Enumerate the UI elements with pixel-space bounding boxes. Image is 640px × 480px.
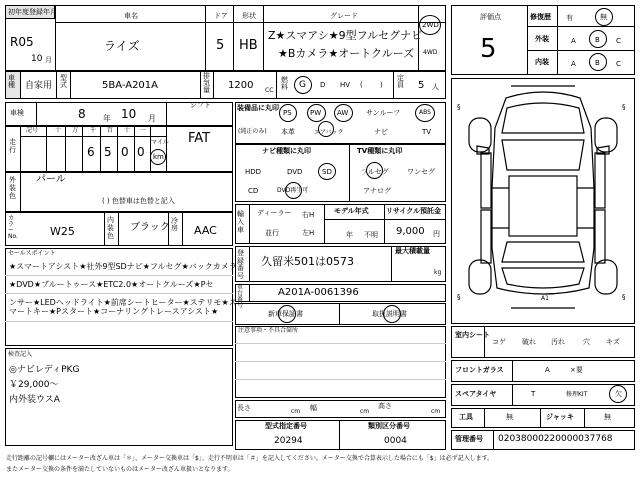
diagram-mark-tl: § xyxy=(457,103,461,111)
type-value: 20294 xyxy=(274,436,303,446)
fuel-paren-open: ( xyxy=(360,81,363,89)
height-unit: cm xyxy=(431,408,441,415)
height-label: 高さ xyxy=(378,402,392,410)
sales-points-label: セールスポイント xyxy=(8,250,56,257)
model-label: 型式 xyxy=(60,74,67,89)
jack-value: 無 xyxy=(604,413,611,421)
exterior-value: パール xyxy=(36,174,66,185)
color-label: カラーNo. xyxy=(8,215,18,240)
diagram-mark-bl: § xyxy=(457,293,461,301)
spare-missing: 欠 xyxy=(615,390,622,398)
displacement-value: 1200 xyxy=(228,80,254,91)
mileage-unit-100: 百 xyxy=(107,127,114,134)
equip-leather: 本革 xyxy=(281,128,295,136)
shift-value: FAT xyxy=(188,131,211,146)
cc-label: CC xyxy=(265,87,274,94)
seat-hole: 穴 xyxy=(583,338,590,346)
model-year-label: モデル年式 xyxy=(334,207,369,215)
displacement-label: 排気量 xyxy=(203,72,210,94)
footer-line-1: 走行距離の記号欄にはメーター改ざん車は「＊」、メーター交換車は「$」、走行不明車は「＃」を記入してください。メーター交換で合算表示した場合にも「$」は必ず記入します。 xyxy=(6,455,494,462)
notes-box xyxy=(235,326,446,398)
capacity-label: 定員 xyxy=(397,74,404,89)
guide-label: 取扱説明書 xyxy=(372,310,407,318)
width-unit: cm xyxy=(360,408,370,415)
ac-value: AAC xyxy=(194,224,217,237)
diagram-mark-a1: A1 xyxy=(541,295,549,302)
inspector-line-1: ◎ナビレディPKG xyxy=(9,365,80,375)
equip-airbag: エアバック xyxy=(314,129,344,136)
equip-abs: ABS xyxy=(419,109,431,116)
interior-grade-c: C xyxy=(616,60,621,68)
equip-aw: AW xyxy=(337,109,349,117)
seat-tear: 破れ xyxy=(522,338,536,346)
spare-label: スペアタイヤ xyxy=(455,390,497,398)
exterior-grade-a: A xyxy=(571,37,576,45)
mileage-unit-mile: マイル xyxy=(151,139,169,146)
inspection-year: 8 xyxy=(78,107,86,121)
tv-fullseg: フルセグ xyxy=(361,168,389,176)
recycle-value: 9,000 xyxy=(396,226,425,237)
equip-tv: TV xyxy=(422,128,432,136)
grade-label: グレード xyxy=(330,12,358,20)
mileage-digit-1k: 6 xyxy=(87,145,95,159)
eval-label: 評価点 xyxy=(480,13,501,21)
seat-burn: コゲ xyxy=(492,338,506,346)
first-reg-month: 10 xyxy=(31,54,43,64)
spare-kit: 修理KIT xyxy=(566,391,588,398)
tools-value: 無 xyxy=(506,413,513,421)
tv-analog: アナログ xyxy=(363,187,391,195)
drive-2wd: 2WD xyxy=(422,21,439,29)
windshield-need: ×要 xyxy=(570,366,583,374)
drive-4wd: 4WD xyxy=(423,49,438,56)
fuel-hv: HV xyxy=(340,81,351,89)
max-load-label: 最大積載量 xyxy=(395,247,430,255)
inspection-month-unit: 月 xyxy=(148,114,156,123)
tools-label: 工具 xyxy=(459,413,473,421)
mileage-unit-100k: 十 xyxy=(55,127,62,134)
repair-label: 修復歴 xyxy=(530,13,551,21)
interior-grade-b: B xyxy=(595,59,600,67)
diagram-mark-br: § xyxy=(622,293,626,301)
first-reg-label: 初年度登録年月 xyxy=(8,8,57,16)
registration-label: 登録番号 xyxy=(237,249,244,281)
max-load-unit: kg xyxy=(434,269,442,276)
inspection-label: 車検 xyxy=(10,109,24,117)
car-diagram xyxy=(451,78,635,324)
exterior-label: 外装色 xyxy=(9,176,16,201)
recycle-unit: 円 xyxy=(433,230,440,238)
mileage-unit-10k: 万 xyxy=(72,127,79,134)
mileage-digit-1: 0 xyxy=(137,145,145,159)
equip-navi: ナビ xyxy=(374,128,388,136)
first-reg-era: R05 xyxy=(10,35,34,49)
door-label: ドア xyxy=(214,12,228,20)
name-value: ライズ xyxy=(104,39,140,53)
chassis-label: 車台番号 xyxy=(237,284,244,309)
equipment-sub: (純正のみ) xyxy=(238,128,267,135)
recycle-label: リサイクル預託金 xyxy=(386,207,442,215)
navi-hdd: HDD xyxy=(245,168,262,176)
exterior-note: ( ) 色替車は色替と記入 xyxy=(102,197,175,205)
navi-sd: SD xyxy=(322,168,332,176)
type-label: 型式指定番号 xyxy=(265,422,307,430)
jack-label: ジャッキ xyxy=(546,413,574,421)
notes-label: 注意事項・不具合箇所 xyxy=(238,327,299,334)
sales-line-1: ★スマートアシスト★社外9型SDナビ★フルセグ★バックカメラ xyxy=(9,262,237,271)
mileage-unit-sign: 記号 xyxy=(26,127,39,134)
inspector-label: 検査記入 xyxy=(8,351,33,358)
import-left: 左H xyxy=(302,229,315,237)
management-label: 管理番号 xyxy=(455,435,483,443)
navi-dvd-play: DVD再生可 xyxy=(277,187,309,194)
diagram-mark-tr: § xyxy=(622,103,626,111)
color-value: W25 xyxy=(50,225,75,238)
mileage-unit-km: km xyxy=(153,153,164,161)
repair-yes: 有 xyxy=(566,14,573,22)
interior-grade-a: A xyxy=(571,60,576,68)
seat-stain: 汚れ xyxy=(551,338,565,346)
capacity-unit: 人 xyxy=(432,83,439,91)
navi-label: ナビ種類に丸印 xyxy=(262,147,311,155)
sales-line-2: ★DVD★ブルートゥース★ETC2.0★オートクルーズ★Pセ xyxy=(9,280,214,289)
mileage-unit-10: 十 xyxy=(124,127,131,134)
navi-cd: CD xyxy=(248,187,259,195)
eval-value: 5 xyxy=(480,34,497,64)
shift-label: シフト xyxy=(190,101,211,109)
fuel-label: 燃料 xyxy=(281,76,288,91)
interior-score-label: 内装 xyxy=(535,58,549,66)
mileage-label: 走行 xyxy=(9,138,16,155)
chassis-value: A201A-0061396 xyxy=(278,287,359,298)
windshield-a: A xyxy=(545,366,550,374)
interior-color-value: ブラック xyxy=(130,222,170,233)
manuals-box xyxy=(235,303,446,325)
name-label: 車名 xyxy=(124,12,138,20)
shape-value: HB xyxy=(239,38,258,53)
seat-scratch: キズ xyxy=(606,338,620,346)
import-parallel: 並行 xyxy=(265,229,279,237)
interior-color-label: 内装色 xyxy=(107,216,114,241)
inspection-month: 10 xyxy=(121,107,137,121)
interior-seat-label: 室内シート xyxy=(455,331,490,339)
length-unit: cm xyxy=(291,408,301,415)
import-label: 輸入車 xyxy=(237,210,244,235)
import-dealer: ディーラー xyxy=(257,209,292,217)
spare-missing-circle xyxy=(609,385,627,403)
footer-line-2: またメーター交換の条件を満たしていないものはメーター改ざん車扱いとなります。 xyxy=(6,466,234,473)
ac-label: 冷房 xyxy=(171,217,178,232)
model-year-unit: 年 xyxy=(346,231,353,239)
category-label: 車種 xyxy=(8,74,15,89)
grade-value-line1: Z★スマアシ★9型フルセグナビ xyxy=(268,29,423,42)
inspector-line-3: 内外装ウスA xyxy=(9,395,60,405)
navi-dvd: DVD xyxy=(287,168,303,176)
exterior-grade-b: B xyxy=(595,36,600,44)
equipment-label: 装備品に丸印 xyxy=(237,104,279,112)
category-value: 自家用 xyxy=(25,81,53,91)
mileage-digit-10: 0 xyxy=(121,145,129,159)
equip-sunroof: サンルーフ xyxy=(366,109,401,117)
import-right: 右H xyxy=(302,211,315,219)
windshield-label: フロントガラス xyxy=(455,366,504,374)
model-value: 5BA-A201A xyxy=(102,80,159,91)
model-year-value: 不明 xyxy=(364,231,378,239)
first-reg-month-unit: 月 xyxy=(45,56,52,64)
tv-label: TV種類に丸印 xyxy=(357,147,403,155)
mileage-digit-100: 5 xyxy=(104,145,112,159)
fuel-d: D xyxy=(320,81,326,89)
spare-t: T xyxy=(531,390,536,398)
manual-label: 新車保証書 xyxy=(268,310,303,318)
inspection-year-unit: 年 xyxy=(103,114,111,123)
fuel-paren-close: ) xyxy=(380,81,383,89)
registration-value: 久留米501は0573 xyxy=(261,255,354,268)
dimensions-box xyxy=(235,400,446,418)
management-value: 02038000220000037768 xyxy=(498,434,613,444)
class-label: 類別区分番号 xyxy=(368,422,410,430)
fuel-g: G xyxy=(299,80,306,90)
equip-ps: PS xyxy=(283,109,292,117)
grade-value-line2: ★Bカメラ★オートクルーズ xyxy=(278,47,415,60)
inspector-line-2: ￥29,000～ xyxy=(9,380,59,390)
tv-oneseg: ワンセグ xyxy=(407,168,435,176)
door-value: 5 xyxy=(216,38,225,53)
mileage-unit-1: 一 xyxy=(140,127,147,134)
width-label: 幅 xyxy=(310,404,317,412)
exterior-grade-c: C xyxy=(616,37,621,45)
sales-line-3: ンサー★LEDヘッドライト★前席シートヒーター★ステリモ★ス xyxy=(9,298,237,307)
class-value: 0004 xyxy=(384,436,407,446)
repair-no: 無 xyxy=(600,13,607,21)
exterior-score-label: 外装 xyxy=(535,35,549,43)
capacity-value: 5 xyxy=(418,80,425,91)
mileage-unit-1k: 千 xyxy=(90,127,97,134)
shape-label: 形状 xyxy=(242,12,256,20)
sales-line-4: マートキー★Pスタート★コーナリングトレースアシスト★ xyxy=(9,307,219,316)
equip-pw: PW xyxy=(310,109,322,117)
length-label: 長さ xyxy=(237,404,251,412)
